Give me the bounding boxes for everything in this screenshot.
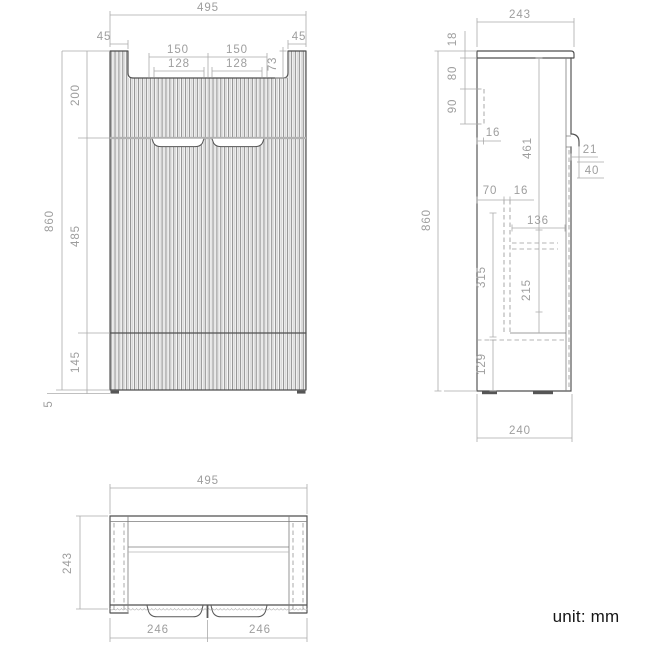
dim-side-bracket-height: 90 <box>447 98 459 114</box>
side-drawer-door-edges <box>510 136 571 333</box>
top-right-handle-recess <box>211 606 267 617</box>
dim-front-left-handle: 128 <box>168 58 190 70</box>
top-view <box>62 475 308 642</box>
top-dimension-lines <box>76 484 307 642</box>
dim-front-left-pillar: 45 <box>96 31 112 43</box>
dim-front-foot-height: 5 <box>43 400 55 408</box>
dim-side-top-depth: 243 <box>509 9 531 21</box>
dim-front-recess-height: 73 <box>267 56 279 72</box>
dim-top-left-door: 246 <box>147 624 169 636</box>
dim-front-right-pillar: 45 <box>291 31 307 43</box>
dim-side-drawer-panel: 16 <box>513 185 529 197</box>
front-right-foot <box>297 391 306 394</box>
dim-front-bottom-section: 145 <box>70 351 82 373</box>
dim-side-back-panel: 16 <box>485 127 501 139</box>
dim-front-overall-width: 495 <box>197 2 219 14</box>
dim-side-handle-clearance: 40 <box>584 165 600 177</box>
dim-side-drawer-depth: 136 <box>527 215 549 227</box>
dim-front-middle-section: 485 <box>70 225 82 247</box>
front-view <box>43 2 306 408</box>
dim-top-overall-depth: 243 <box>62 552 74 574</box>
dim-top-overall-width: 495 <box>197 475 219 487</box>
side-handle-profile <box>571 134 579 146</box>
side-front-foot <box>482 391 497 394</box>
top-interior-lines <box>110 516 307 613</box>
top-hidden-lines <box>114 523 303 610</box>
dim-side-overall-height: 860 <box>421 209 433 231</box>
dim-side-bottom-depth: 240 <box>509 425 531 437</box>
dim-side-bottom-zone: 129 <box>476 353 488 375</box>
top-view-flute-wave <box>110 609 308 611</box>
front-left-pillar-fluting <box>110 51 128 138</box>
dim-side-back-offset: 70 <box>482 185 498 197</box>
dim-top-right-door: 246 <box>249 624 271 636</box>
dim-side-upper-gap: 80 <box>447 65 459 81</box>
dim-front-top-section: 200 <box>70 84 82 106</box>
front-doors-fluting <box>110 138 306 333</box>
top-left-handle-recess <box>147 606 203 617</box>
dim-side-handle-projection: 21 <box>582 144 598 156</box>
dim-side-inner-height: 461 <box>522 137 534 159</box>
dim-front-left-door-top: 150 <box>167 44 189 56</box>
dim-front-overall-height: 860 <box>44 210 56 232</box>
side-dimension-lines <box>435 18 605 442</box>
front-base-fluting <box>110 333 306 390</box>
dim-side-inner-drawer: 215 <box>521 279 533 301</box>
front-left-foot <box>111 391 120 394</box>
front-right-handle-recess <box>212 139 264 147</box>
dim-front-right-handle: 128 <box>226 58 248 70</box>
side-view <box>421 9 604 442</box>
front-top-drawer-fluting <box>128 78 288 138</box>
unit-note: unit: mm <box>552 607 620 626</box>
dim-front-right-door-top: 150 <box>226 44 248 56</box>
side-body-outline <box>477 58 571 391</box>
dim-side-drawer-zone: 315 <box>476 266 488 288</box>
side-countertop-outline <box>477 51 574 58</box>
front-left-handle-recess <box>152 139 204 147</box>
top-body-outline <box>110 516 307 613</box>
side-back-foot <box>533 391 553 394</box>
front-right-pillar-fluting <box>288 51 306 138</box>
dim-side-countertop-thickness: 18 <box>447 31 459 47</box>
